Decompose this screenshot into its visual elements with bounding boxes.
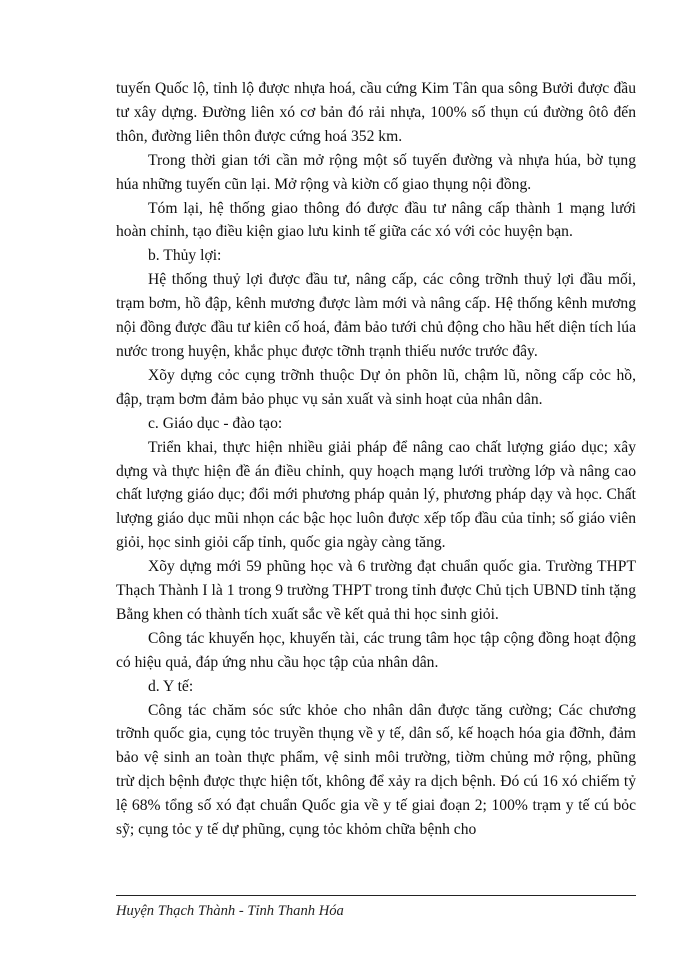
paragraph-new-schools: Xõy dựng mới 59 phũng học và 6 trường đạt chuẩn quốc gia. Trường THPT Thạch Thành I là 1 trong 9 trường THPT trong tỉnh được Chủ tịch UBND tỉnh tặng Bằng khen có thành tích xuất sắc về kết quả thi học sinh giỏi. bbox=[116, 558, 636, 623]
paragraph-healthcare: Công tác chăm sóc sức khỏe cho nhân dân được tăng cường; Các chương trỡnh quốc gia, cụng tỏc truyền thụng về y tế, dân số, kế hoạch hóa gia đỡnh, đảm bảo vệ sinh an toàn thực phẩm, vệ sinh môi trường, tiờm chủng mở rộng, phũng trừ dịch bệnh được thực hiện tốt, không để xảy ra dịch bệnh. Đó cú 16 xó chiếm tỷ lệ 68% tổng số xó đạt chuẩn Quốc gia về y tế giai đoạn 2; 100% trạm y tế cú bỏc sỹ; cụng tỏc y tế dự phũng, cụng tỏc khỏm chữa bệnh cho bbox=[116, 701, 636, 839]
paragraph-transport-continued: tuyến Quốc lộ, tỉnh lộ được nhựa hoá, cầu cứng Kim Tân qua sông Bưởi được đầu tư xây dựng. Đường liên xó cơ bản đó rải nhựa, 100% số thụn cú đường ôtô đến thôn, đường liên thôn được cứng hoá 352 km. bbox=[116, 80, 636, 145]
footer-text: Huyện Thạch Thành - Tỉnh Thanh Hóa bbox=[116, 903, 344, 919]
heading-education: c. Giáo dục - đào tạo: bbox=[148, 414, 283, 432]
body-text bbox=[116, 77, 636, 842]
paragraph-irrigation-system: Hệ thống thuỷ lợi được đầu tư, nâng cấp, các công trỡnh thuỷ lợi đầu mối, trạm bơm, hồ đập, kênh mương được làm mới và nâng cấp. Hệ thống kênh mương nội đồng được đầu tư kiên cố hoá, đảm bảo tưới chủ động cho hầu hết diện tích lúa nước trong huyện, khắc phục được tỡnh trạnh thiếu nước trước đây. bbox=[116, 271, 636, 360]
paragraph-flood-projects: Xõy dựng cỏc cụng trỡnh thuộc Dự ỏn phõn lũ, chậm lũ, nõng cấp cỏc hồ, đập, trạm bơm đảm bảo phục vụ sản xuất và sinh hoạt của nhân dân. bbox=[116, 366, 636, 408]
footer-divider bbox=[116, 895, 636, 896]
paragraph-road-expansion: Trong thời gian tới cần mở rộng một số tuyến đường và nhựa húa, bờ tụng húa những tuyến cũn lại. Mở rộng và kiờn cố giao thụng nội đồng. bbox=[116, 151, 636, 193]
paragraph-transport-summary: Tóm lại, hệ thống giao thông đó được đầu tư nâng cấp thành 1 mạng lưới hoàn chỉnh, tạo điều kiện giao lưu kinh tế giữa các xó với cỏc huyện bạn. bbox=[116, 199, 636, 241]
heading-irrigation: b. Thủy lợi: bbox=[148, 247, 222, 265]
paragraph-learning-promotion: Công tác khuyến học, khuyến tài, các trung tâm học tập cộng đồng hoạt động có hiệu quả, đáp ứng nhu cầu học tập của nhân dân. bbox=[116, 629, 636, 671]
paragraph-education-measures: Triển khai, thực hiện nhiều giải pháp để nâng cao chất lượng giáo dục; xây dựng và thực hiện đề án điều chỉnh, quy hoạch mạng lưới trường lớp và nâng cao chất lượng giáo dục; đổi mới phương pháp quản lý, phương pháp dạy và học. Chất lượng giáo dục mũi nhọn các bậc học luôn được xếp tốp đầu của tỉnh; số giáo viên giỏi, học sinh giỏi cấp tỉnh, quốc gia ngày càng tăng. bbox=[116, 438, 636, 552]
heading-healthcare: d. Y tế: bbox=[148, 677, 194, 695]
